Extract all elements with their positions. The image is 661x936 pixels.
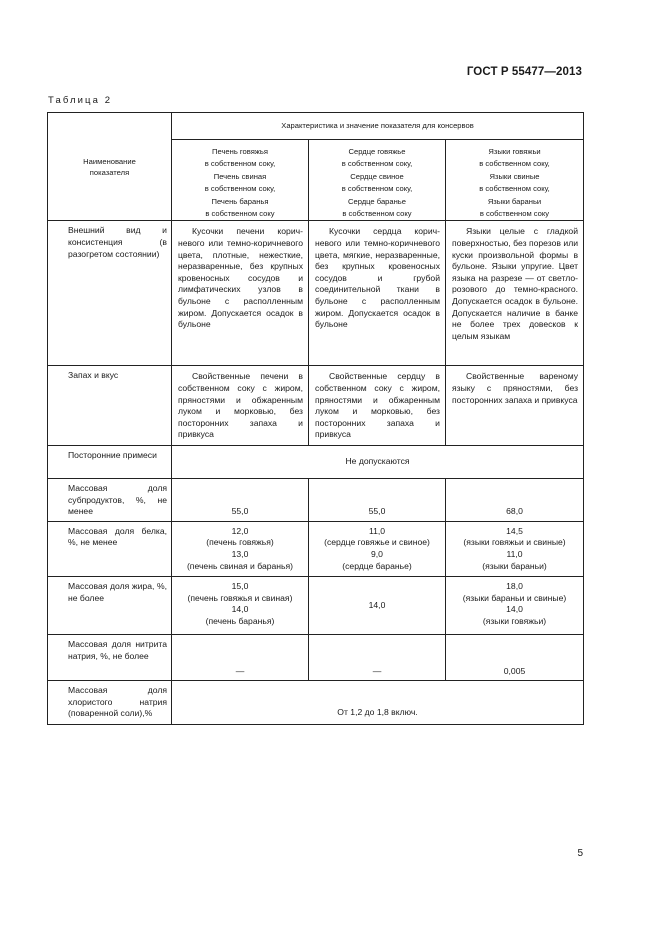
cell-nitrite-liver: — <box>172 635 309 681</box>
row-label-offal: Массовая доля субпродуктов, %, не менее <box>48 479 172 522</box>
cell-fat-liver: 15,0 (печень говяжья и свиная) 14,0 (печень баранья) <box>172 577 309 635</box>
table-row <box>48 577 584 635</box>
row-label-nitrite: Массовая доля нитрита натрия, %, не более <box>48 635 172 681</box>
cell-smell-liver: Свойственные печени в собственном соку с жиром, пряностями и обжаренным луком и морковью, без посторонних запаха и привкуса <box>172 366 309 446</box>
cell-protein-tongue: 14,5 (языки говяжьи и свиные) 11,0 (языки бараньи) <box>446 521 584 576</box>
cell-appearance-liver: Кусочки печени коричневого или темно-коричневого цвета, плотные, нежесткие, неразваренные, без крупных кровеносных сосудов и лимфатических узлов в бульоне с располленным жиром. Допускается осадок в бульоне <box>172 221 309 366</box>
cell-offal-liver: 55,0 <box>172 479 309 522</box>
table-row <box>48 446 584 479</box>
table-row <box>48 681 584 725</box>
cell-fat-tongue: 18,0 (языки бараньи и свиные) 14,0 (языки говяжьи) <box>446 577 584 635</box>
spec-table <box>47 112 584 725</box>
table-row <box>48 366 584 446</box>
table-row <box>48 221 584 366</box>
cell-protein-heart: 11,0 (сердце говяжье и свиное) 9,0 (сердце баранье) <box>309 521 446 576</box>
cell-appearance-tongue: Языки целые с гладкой поверхностью, без порезов или куски произвольной формы в бульоне. Языки упругие. Цвет языка на разрезе — от светлорозового до темно-красного. Допускается осадок в бульоне. Допускается наличие в банке не более трех довесков к целым языкам <box>446 221 584 366</box>
cell-protein-liver: 12,0 (печень говяжья) 13,0 (печень свиная и баранья) <box>172 521 309 576</box>
column-header-heart: Сердце говяжье в собственном соку, Сердце свиное в собственном соку, Сердце баранье в собственном соку <box>309 140 446 221</box>
column-header-liver: Печень говяжья в собственном соку, Печень свиная в собственном соку, Печень баранья в собственном соку <box>172 140 309 221</box>
cell-impurities: Не допускаются <box>172 446 584 479</box>
cell-nitrite-tongue: 0,005 <box>446 635 584 681</box>
row-label-smell: Запах и вкус <box>48 366 172 446</box>
cell-offal-heart: 55,0 <box>309 479 446 522</box>
cell-smell-tongue: Свойственные вареному языку с пряностями, без посторонних запаха и привкуса <box>446 366 584 446</box>
cell-fat-heart: 14,0 <box>309 577 446 635</box>
row-label-impurities: Посторонние примеси <box>48 446 172 479</box>
standard-code: ГОСТ Р 55477—2013 <box>466 66 582 78</box>
row-label-fat: Массовая доля жира, %, не более <box>48 577 172 635</box>
table-title: Таблица 2 <box>48 95 113 106</box>
cell-nitrite-heart: — <box>309 635 446 681</box>
cell-salt: От 1,2 до 1,8 включ. <box>172 681 584 725</box>
cell-appearance-heart: Кусочки сердца коричневого или темно-коричневого цвета, мягкие, неразваренные, без крупных кровеносных сосудов и грубой соединительной ткани в бульоне с располленным жиром. Допускается осадок в бульоне <box>309 221 446 366</box>
table-row <box>48 635 584 681</box>
table-row <box>48 521 584 576</box>
table-row <box>48 479 584 522</box>
row-label-salt: Массовая доля хлористого натрия (поваренной соли),% <box>48 681 172 725</box>
page-number: 5 <box>577 848 583 859</box>
row-label-appearance: Внешний вид и консистенция (в разогретом состоянии) <box>48 221 172 366</box>
column-header-tongue: Языки говяжьи в собственном соку, Языки свиные в собственном соку, Языки бараньи в собственном соку <box>446 140 584 221</box>
name-header: Наименование показателя <box>48 113 172 221</box>
cell-offal-tongue: 68,0 <box>446 479 584 522</box>
cell-smell-heart: Свойственные сердцу в собственном соку с жиром, пряностями и обжаренным луком и морковью, без посторонних запаха и привкуса <box>309 366 446 446</box>
group-header: Характеристика и значение показателя для консервов <box>172 113 584 140</box>
row-label-protein: Массовая доля белка, %, не менее <box>48 521 172 576</box>
